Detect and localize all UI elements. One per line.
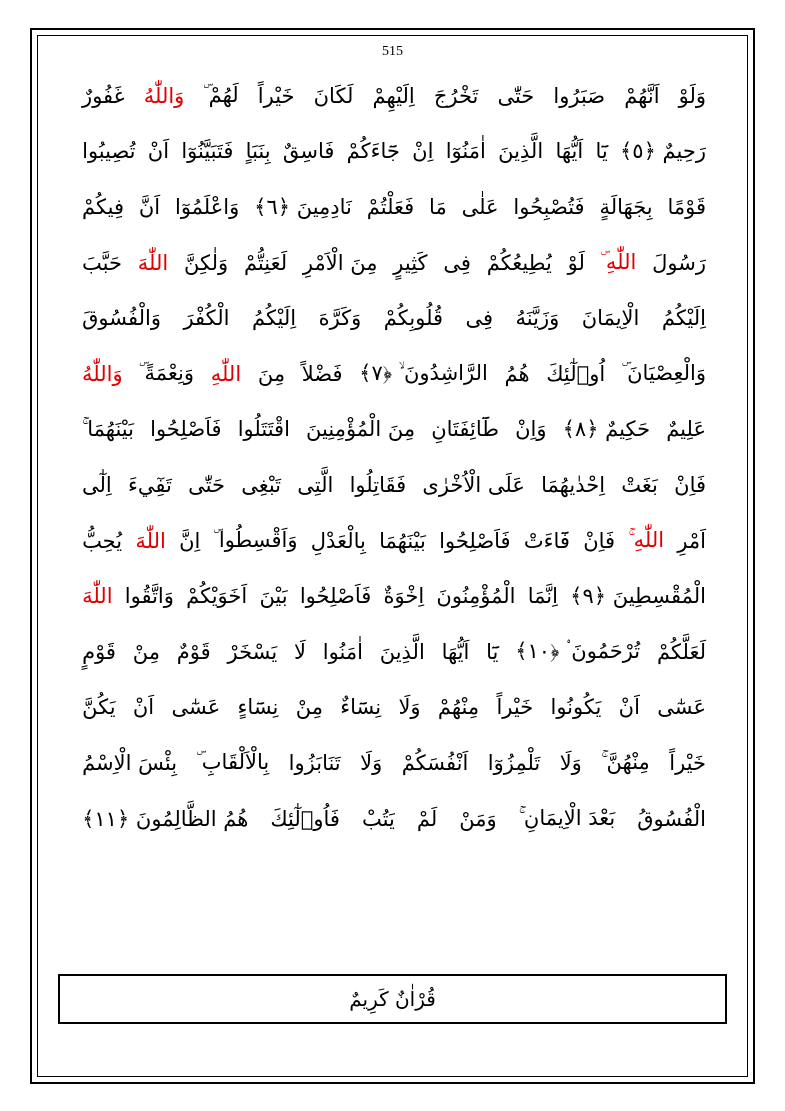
verse-word: اِنَّمَا — [527, 584, 558, 609]
verse-word: اَنَّ — [138, 194, 161, 219]
verse-word: كَثِيرٍ — [393, 250, 428, 275]
verse-word: نِسَٓاءٌ — [340, 695, 382, 720]
verse-word: غَفُورٌ — [82, 83, 125, 108]
verse-word: اُو۬لٰٓئِكَ — [546, 361, 606, 386]
verse-word: وَلٰكِنَّ — [184, 250, 229, 275]
footer-label: قُرْاٰنٌ كَرِيمٌ — [349, 987, 436, 1011]
verse-word: الْاِيمَانَ — [581, 306, 640, 331]
divine-name-word: وَاللّٰهُ — [143, 83, 185, 108]
verse-word: مِنْ — [132, 639, 160, 664]
verse-word: طَٓائِفَتَانِ — [431, 417, 499, 442]
verse-word: الرَّاشِدُونَ ۙ ﴿٧﴾ — [359, 361, 488, 386]
verse-word: لَا — [294, 639, 306, 664]
verse-word: عَلِيمٌ — [666, 417, 706, 442]
verse-word: عَسٰٓى — [171, 695, 221, 720]
verse-line — [82, 179, 706, 235]
verse-word: رَحِيمٌ ﴿٥﴾ — [619, 139, 706, 164]
verse-word: اِنَّ — [179, 528, 201, 553]
verse-word: وَاِنْ — [515, 417, 547, 442]
verse-word: فَٓاءَتْ — [523, 528, 570, 553]
verse-word: قَوْمٍ — [82, 639, 116, 664]
verse-word: صَبَرُوا — [553, 83, 606, 108]
verse-word: بِالْاَلْقَابِ ۜ — [196, 750, 270, 775]
verse-word: الْكُفْرَ — [183, 306, 230, 331]
verse-word: بَيْنَهُمَا — [379, 528, 426, 553]
verse-word: يَتُبْ — [362, 806, 395, 831]
verse-word: فِى — [465, 306, 494, 331]
verse-word: وَالْفُسُوقَ — [82, 306, 161, 331]
divine-name-word: اللّٰهَ — [137, 250, 169, 275]
verse-word: فَاسِقٌ — [282, 139, 335, 164]
verse-word: اَخَوَيْكُمْ — [186, 584, 248, 609]
verse-word: قُلُوبِكُمْ — [383, 306, 444, 331]
verse-word: اٰمَنُوٓا — [445, 139, 486, 164]
verse-word: لَكَانَ — [313, 83, 354, 108]
verse-word: لَعَلَّكُمْ — [656, 639, 706, 664]
verse-line — [82, 290, 706, 346]
verse-word: وَلَوْ — [678, 83, 706, 108]
verse-word: فَتُصْبِحُوا — [513, 194, 585, 219]
verse-word: اَنْفُسَكُمْ — [401, 750, 469, 775]
verse-word: اِلَيْكُمُ — [251, 306, 297, 331]
verse-word: يَكُنَّ — [82, 695, 116, 720]
verse-word: اقْتَتَلُوا — [237, 417, 290, 442]
verse-line — [82, 68, 706, 124]
verse-word: حَكِيمٌ ﴿٨﴾ — [562, 417, 651, 442]
verse-word: بَعْدَ الْاِيمَانِ ۚ — [518, 806, 616, 831]
verse-word: تَبْغِى — [241, 472, 282, 497]
verse-word: تَخْرُجَ — [433, 83, 479, 108]
verse-word: وَاعْلَمُوٓا — [174, 194, 240, 219]
verse-line — [82, 235, 706, 291]
verse-word: فَاَصْلِحُوا — [150, 417, 222, 442]
footer-box — [58, 974, 727, 1024]
verse-word: فِيكُمْ — [82, 194, 124, 219]
verse-word: فَاَصْلِحُوا — [439, 528, 511, 553]
verse-word: حَتّٰى — [497, 83, 535, 108]
verse-word: تَنَابَزُوا — [288, 750, 341, 775]
verse-word: وَلَا — [559, 750, 582, 775]
verse-word: تَلْمِزُوٓا — [487, 750, 541, 775]
verse-word: تَفِٓيءَ — [128, 472, 172, 497]
verse-word: خَيْراً — [669, 750, 706, 775]
verse-word: عَلٰى — [461, 194, 499, 219]
verse-word: مِنْهُمْ — [437, 695, 480, 720]
verse-word: الَّذِينَ — [498, 139, 544, 164]
verse-word: اَمْرِ — [677, 528, 706, 553]
verse-word: بِالْعَدْلِ — [310, 528, 366, 553]
verse-word: اِنْ — [412, 139, 434, 164]
verse-word: اَنْ — [618, 695, 640, 720]
verse-word: عَسٰٓى — [657, 695, 706, 720]
verse-word: الْفُسُوقُ — [637, 806, 706, 831]
verse-word: لَمْ — [416, 806, 438, 831]
verse-word: اِخْوَةٌ — [383, 584, 425, 609]
divine-name-word: اللّٰهَ — [82, 584, 113, 609]
verse-word: عَلَى الْاُخْرٰى — [422, 472, 525, 497]
verse-word: اَنْ — [132, 695, 155, 720]
divine-name-word: اللّٰهَ — [135, 528, 166, 553]
verse-word: اٰمَنُوا — [322, 639, 363, 664]
verse-word: اَيُّهَا — [555, 139, 584, 164]
divine-name-word: اللّٰهِ ۜ — [600, 250, 637, 275]
verse-line — [82, 457, 706, 513]
verse-word: وَمَنْ — [459, 806, 497, 831]
verse-word: رَسُولَ — [652, 250, 706, 275]
verse-line — [82, 568, 706, 624]
verse-word: الَّذِينَ — [379, 639, 425, 664]
divine-name-word: اللّٰهِ — [210, 361, 242, 386]
divine-name-word: اللّٰهِ ۚ — [628, 528, 665, 553]
verse-word: جَٓاءَكُمْ — [346, 139, 400, 164]
verse-word: فَقَاتِلُوا — [349, 472, 407, 497]
verse-word: اَيُّهَا — [441, 639, 470, 664]
verse-word: لَوْ — [567, 250, 585, 275]
verse-word: فَاِنْ — [583, 528, 616, 553]
verse-word: خَيْراً — [496, 695, 534, 720]
verse-word: وَلَا — [398, 695, 421, 720]
verse-word: تُصِيبُوا — [82, 139, 136, 164]
verse-word: حَبَّبَ — [82, 250, 122, 275]
verse-word: اِلَيْهِمْ — [372, 83, 415, 108]
verse-word: لَعَنِتُّمْ — [243, 250, 288, 275]
verse-line — [82, 624, 706, 680]
verse-word: وَلَا — [360, 750, 383, 775]
verse-word: فَضْلاً — [301, 361, 343, 386]
verse-word: وَزَيَّنَهُ — [515, 306, 560, 331]
verse-word: يُطِيعُكُمْ — [486, 250, 552, 275]
verse-word: وَكَرَّهَ — [318, 306, 362, 331]
verse-word: خَيْراً — [257, 83, 295, 108]
verse-word: قَوْمًا — [667, 194, 706, 219]
verse-word: فَاُو۬لٰٓئِكَ — [270, 806, 340, 831]
verse-word: فَاِنْ — [674, 472, 706, 497]
verse-word: قَوْمٌ — [176, 639, 211, 664]
verse-line — [82, 402, 706, 458]
verse-word: فِى — [443, 250, 471, 275]
verse-line — [82, 680, 706, 736]
verse-word: فَعَلْتُمْ — [366, 194, 415, 219]
verse-word: اَنَّهُمْ — [624, 83, 660, 108]
verse-word: يُحِبُّ — [82, 528, 123, 553]
verse-line — [82, 791, 706, 847]
verse-word: مَا — [429, 194, 447, 219]
verse-word: هُمُ — [504, 361, 530, 386]
verse-word: مِنْ — [295, 695, 323, 720]
page-number: 515 — [382, 44, 403, 59]
verse-line — [82, 513, 706, 569]
verse-word: يَٓا — [486, 639, 499, 664]
verse-text-block — [82, 68, 706, 846]
verse-word: بَغَتْ — [621, 472, 658, 497]
verse-word: بَيْنَهُمَا ۚ — [82, 416, 134, 441]
verse-word: نِسَٓاءٍ — [237, 695, 279, 720]
verse-word: بَيْنَ — [259, 584, 288, 609]
verse-line — [82, 735, 706, 791]
verse-word: الْمُؤْمِنُونَ — [436, 584, 516, 609]
verse-word: بِنَبَاٍ — [245, 139, 271, 164]
verse-word: اِحْدٰيهُمَا — [541, 472, 606, 497]
verse-word: وَالْعِصْيَانَ ۜ — [621, 361, 706, 386]
verse-word: يَسْخَرْ — [227, 639, 278, 664]
verse-word: حَتّٰى — [188, 472, 225, 497]
verse-word: بِجَهَالَةٍ — [599, 194, 653, 219]
verse-word: مِنَ — [257, 361, 286, 386]
verse-word: يَكُونُوا — [550, 695, 602, 720]
verse-word: مِنَ الْمُؤْمِنِينَ — [306, 417, 416, 442]
verse-word: اَنْ — [147, 139, 170, 164]
verse-word: بِئْسَ الْاِسْمُ — [82, 750, 178, 775]
verse-line — [82, 346, 706, 402]
verse-word: وَاتَّقُوا — [124, 584, 174, 609]
verse-word: نَادِمِينَ ﴿٦﴾ — [254, 194, 352, 219]
verse-word: مِنَ الْاَمْرِ — [302, 250, 378, 275]
verse-word: لَهُمْ ۜ — [203, 83, 239, 108]
verse-word: وَنِعْمَةً ۜ — [139, 361, 195, 386]
verse-word: اِلَيْكُمُ — [661, 306, 706, 331]
verse-word: يَٓا — [595, 139, 608, 164]
verse-word: هُمُ الظَّالِمُونَ ﴿١١﴾ — [82, 806, 249, 831]
divine-name-word: وَاللّٰهُ — [82, 361, 123, 386]
verse-word: الَّتِى — [297, 472, 334, 497]
verse-word: مِنْهُنَّ ۚ — [601, 750, 650, 775]
verse-line — [82, 124, 706, 180]
verse-word: الْمُقْسِطِينَ ﴿٩﴾ — [570, 584, 706, 609]
verse-word: تُرْحَمُونَ ۟ ﴿١٠﴾ — [515, 639, 641, 664]
verse-word: فَتَبَيَّنُوٓا — [181, 139, 234, 164]
verse-word: وَاَقْسِطُوا ۜ — [213, 528, 298, 553]
verse-word: فَاَصْلِحُوا — [299, 584, 372, 609]
verse-word: اِلٰٓى — [82, 472, 112, 497]
